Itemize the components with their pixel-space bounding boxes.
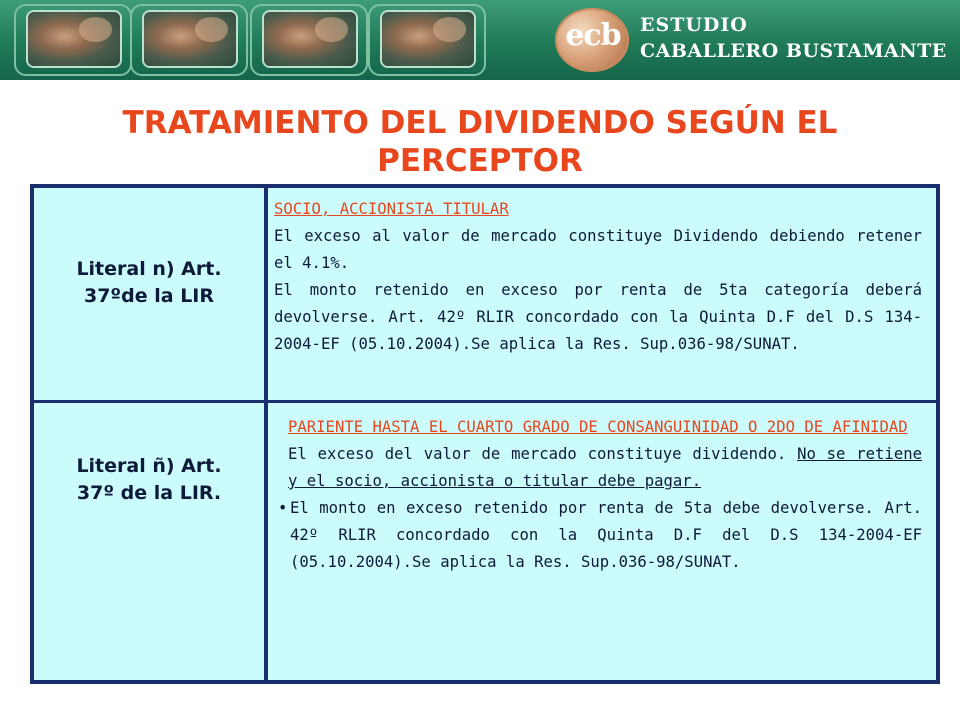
row2-bullet-item (274, 495, 922, 576)
page-title: TRATAMIENTO DEL DIVIDENDO SEGÚN EL PERCEPTOR (122, 105, 838, 179)
row2-bullet-text: El monto en exceso retenido por renta de 5ta debe devolverse. Art. 42º RLIR concordado con la Quinta D.F del D.S 134-2004-EF (05.10.2004).Se aplica la Res. Sup.036-98/SUNAT. (290, 499, 922, 571)
row2-paragraph-1 (274, 441, 922, 495)
brand-line-1: ESTUDIO (640, 14, 748, 36)
header-photo-2 (142, 10, 238, 68)
header-photo-4 (380, 10, 476, 68)
logo-letters: ecb (565, 18, 621, 53)
brand-line-2: CABALLERO BUSTAMANTE (640, 40, 947, 62)
row2-paragraph-1-plain: El exceso del valor de mercado constituye dividendo. (288, 445, 787, 463)
row2-article-cell (34, 453, 264, 507)
header-photo-1 (26, 10, 122, 68)
row2-heading: PARIENTE HASTA EL CUARTO GRADO DE CONSANGUINIDAD O 2DO DE AFINIDAD (288, 418, 908, 436)
row-divider (34, 400, 936, 403)
row1-article-line1: Literal n) Art. (76, 258, 222, 280)
row1-heading: SOCIO, ACCIONISTA TITULAR (274, 200, 509, 218)
row2-article-line1: Literal ñ) Art. (76, 455, 222, 477)
row1-description-cell (274, 196, 922, 358)
row1-article-line2: 37ºde la LIR (83, 285, 214, 307)
dividend-table (30, 184, 940, 684)
column-divider (264, 188, 268, 680)
header-photo-3 (262, 10, 358, 68)
row1-paragraph-1: El exceso al valor de mercado constituye Dividendo debiendo retener el 4.1%. (274, 227, 922, 272)
row1-paragraph-2: El monto retenido en exceso por renta de 5ta categoría deberá devolverse. Art. 42º RLIR concordado con la Quinta D.F del D.S 134-2004-EF (05.10.2004).Se aplica la Res. Sup.036-98/SUNAT. (274, 281, 922, 353)
row2-article-line2: 37º de la LIR. (76, 482, 222, 504)
row2-description-cell (274, 414, 922, 576)
row1-article-cell (34, 256, 264, 310)
bullet-icon: • (278, 499, 288, 517)
row2-paragraph-1-underlined: No se retiene y el socio, accionista o titular debe pagar. (288, 445, 922, 490)
header-banner (0, 0, 960, 80)
